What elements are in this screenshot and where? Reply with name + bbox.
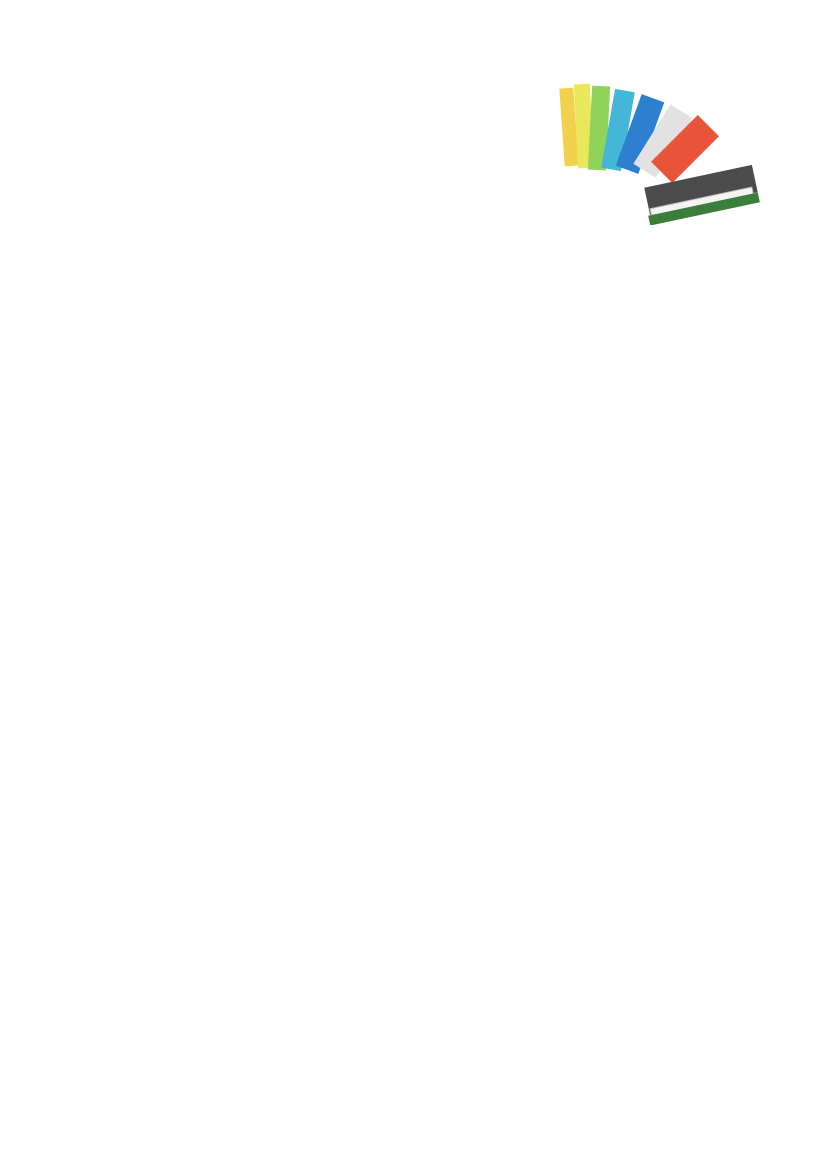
books-illustration: [558, 80, 766, 225]
